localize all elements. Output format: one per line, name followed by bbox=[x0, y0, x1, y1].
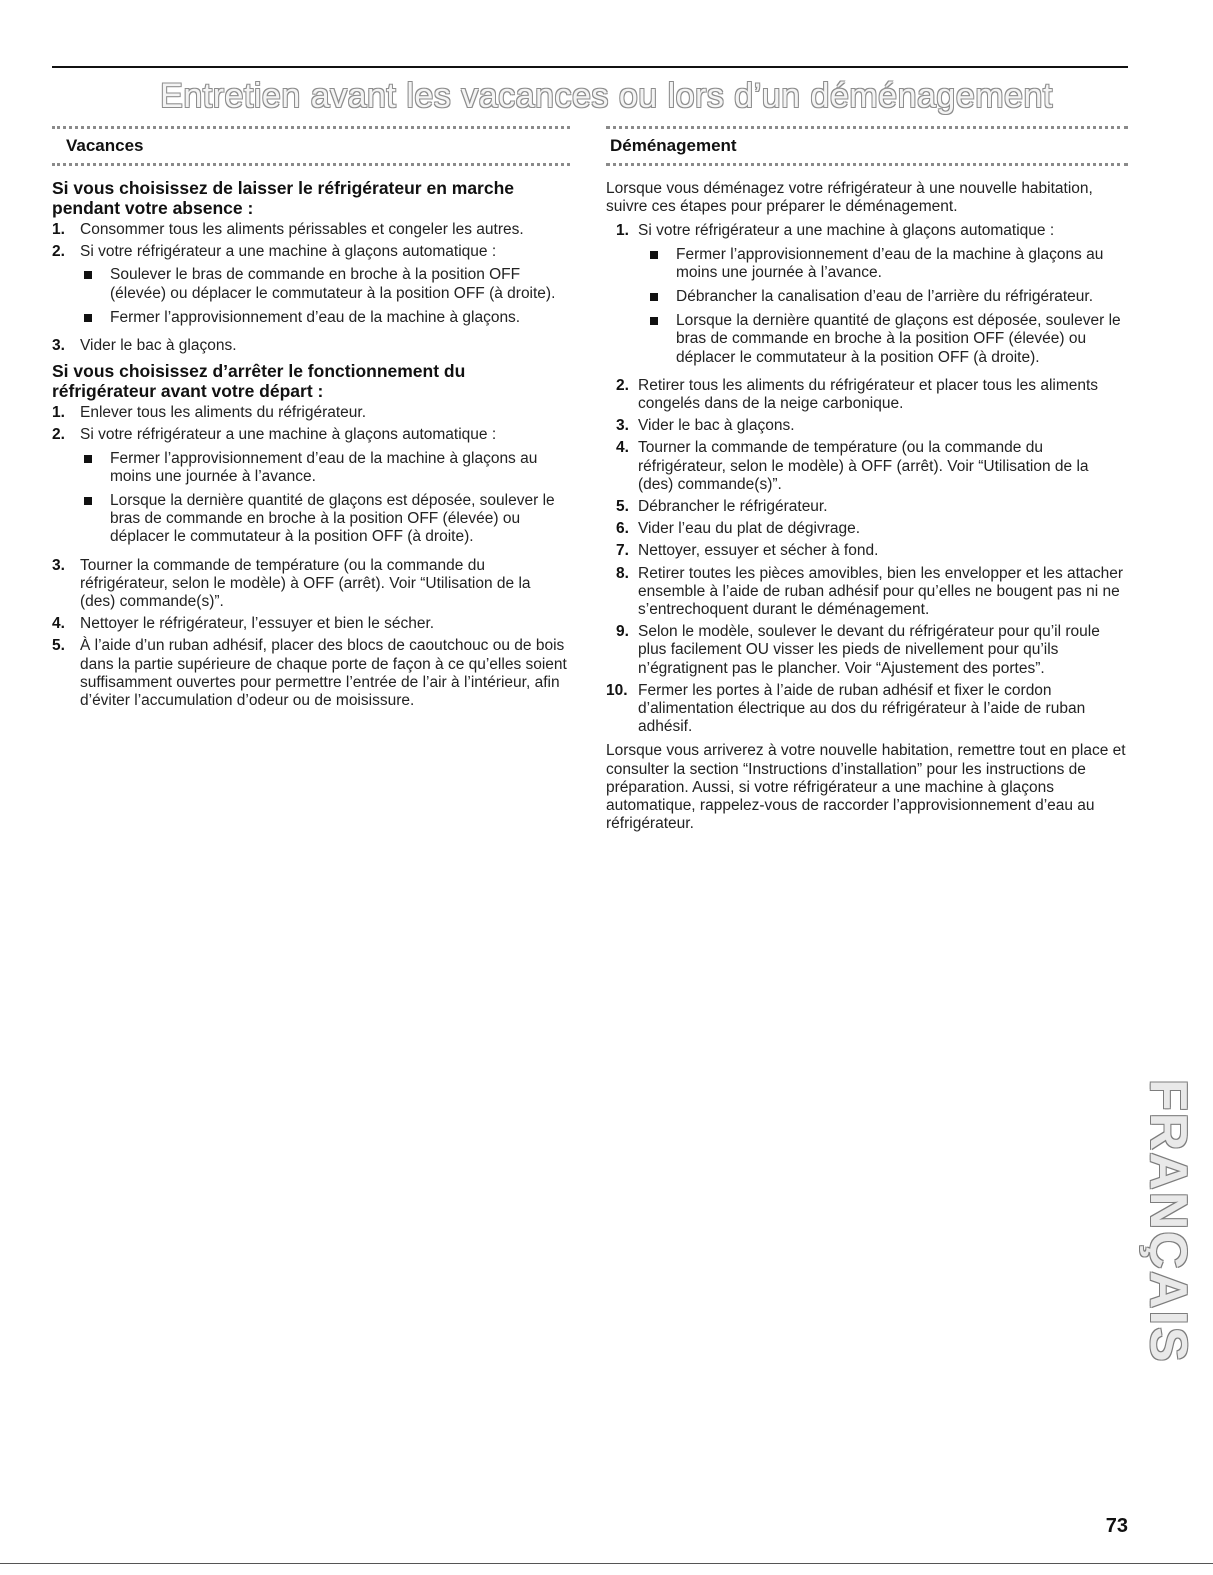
list-item bbox=[52, 243, 570, 333]
square-bullet-icon bbox=[80, 450, 110, 486]
step-number: 2. bbox=[616, 376, 629, 394]
step-number: 5. bbox=[52, 637, 65, 655]
bullet-text: Débrancher la canalisation d’eau de l’arrière du réfrigérateur. bbox=[676, 288, 1094, 306]
bullet-item bbox=[646, 312, 1128, 367]
step-text: À l’aide d’un ruban adhésif, placer des blocs de caoutchouc ou de bois dans la partie supérieure de chaque porte de façon à ce qu’elles soient suffisamment ouvertes pour permettre l’entrée de l’air à l’intérieur, afin d’éviter l’accumulation d’odeur ou de moisissure. bbox=[80, 637, 567, 710]
bullet-item bbox=[80, 309, 570, 327]
bullet-text: Soulever le bras de commande en broche à la position OFF (élevée) ou déplacer le commutateur à la position OFF (à droite). bbox=[110, 266, 556, 302]
page-number: 73 bbox=[1105, 1515, 1128, 1537]
step-number: 1. bbox=[52, 221, 65, 238]
list-item bbox=[616, 520, 1128, 538]
step-text: Retirer toutes les pièces amovibles, bien les envelopper et les attacher ensemble à l’aide de ruban adhésif pour qu’elles ne bougent pas ni ne s’entrechoquent durant le déménagement. bbox=[638, 564, 1124, 619]
step-number: 3. bbox=[52, 556, 65, 574]
list-item bbox=[616, 222, 1128, 372]
bullet-text: Fermer l’approvisionnement d’eau de la machine à glaçons au moins une journée à l’avance. bbox=[110, 449, 538, 485]
list-item bbox=[606, 682, 1128, 737]
step-text: Fermer les portes à l’aide de ruban adhésif et fixer le cordon d’alimentation électrique au dos du réfrigérateur à l’aide de ruban adhésif. bbox=[638, 681, 1086, 736]
step-number: 1. bbox=[52, 404, 65, 422]
square-bullet-icon bbox=[646, 246, 676, 282]
closing-paragraph: Lorsque vous arriverez à votre nouvelle habitation, remettre tout en place et consulter la section “Instructions d’installation” pour les instructions de préparation. Aussi, si votre réfrigérateur a une machine à glaçons automatique, rappelez-vous de raccorder l’approvisionnement d’eau au réfrigérateur. bbox=[606, 742, 1126, 833]
vacances-column bbox=[52, 126, 570, 714]
square-bullet-icon bbox=[646, 312, 676, 367]
step-text: Enlever tous les aliments du réfrigérateur. bbox=[80, 404, 367, 422]
step-number: 4. bbox=[52, 615, 65, 633]
step-number: 7. bbox=[616, 542, 629, 560]
bullet-item bbox=[80, 266, 570, 302]
demenagement-column bbox=[606, 126, 1128, 834]
step-text: Selon le modèle, soulever le devant du réfrigérateur pour qu’il roule plus facilement OU visser les pieds de nivellement pour qu’ils n’égratignent pas le plancher. Voir “Ajustement des portes”. bbox=[638, 623, 1100, 677]
step-text: Si votre réfrigérateur a une machine à glaçons automatique : bbox=[80, 243, 497, 261]
section-label-demenagement: Déménagement bbox=[606, 126, 1128, 166]
square-bullet-icon bbox=[80, 266, 110, 302]
bullet-item bbox=[80, 492, 570, 547]
list-item bbox=[52, 557, 570, 612]
step-text: Consommer tous les aliments périssables et congeler les autres. bbox=[80, 221, 524, 238]
bullet-item bbox=[646, 246, 1128, 282]
step-text: Vider l’eau du plat de dégivrage. bbox=[638, 520, 861, 538]
step-text: Si votre réfrigérateur a une machine à glaçons automatique : bbox=[80, 426, 497, 444]
step-text: Débrancher le réfrigérateur. bbox=[638, 498, 828, 516]
step-text: Si votre réfrigérateur a une machine à glaçons automatique : bbox=[638, 222, 1055, 240]
step-number: 9. bbox=[616, 623, 629, 641]
language-side-tab: FRANÇAIS bbox=[1139, 1079, 1197, 1364]
step-number: 1. bbox=[616, 222, 629, 240]
step-number: 3. bbox=[52, 337, 65, 355]
list-item bbox=[616, 439, 1128, 494]
list-item bbox=[616, 542, 1128, 560]
intro-paragraph: Lorsque vous déménagez votre réfrigérateur à une nouvelle habitation, suivre ces étapes pour préparer le déménagement. bbox=[606, 180, 1093, 216]
bullet-item bbox=[646, 288, 1128, 306]
step-number: 4. bbox=[616, 439, 629, 457]
square-bullet-icon bbox=[80, 492, 110, 547]
list-item bbox=[616, 623, 1128, 678]
bullet-text: Lorsque la dernière quantité de glaçons est déposée, soulever le bras de commande en broche à la position OFF (élevée) ou déplacer le commutateur à la position OFF (à droite). bbox=[676, 312, 1121, 366]
step-number: 2. bbox=[52, 426, 65, 444]
step-text: Retirer tous les aliments du réfrigérateur et placer tous les aliments congelés dans de la neige carbonique. bbox=[638, 376, 1099, 413]
step-number: 10. bbox=[606, 681, 628, 699]
list-item bbox=[52, 426, 570, 552]
heading-leave-running: Si vous choisissez de laisser le réfrigérateur en marche pendant votre absence : bbox=[52, 178, 515, 218]
bullet-text: Fermer l’approvisionnement d’eau de la machine à glaçons au moins une journée à l’avance. bbox=[676, 245, 1104, 281]
section-label-vacances: Vacances bbox=[52, 126, 570, 166]
list-item bbox=[616, 377, 1128, 413]
step-text: Tourner la commande de température (ou la commande du réfrigérateur, selon le modèle) à OFF (arrêt). Voir “Utilisation de la (des) commande(s)”. bbox=[638, 439, 1089, 493]
bullet-text: Fermer l’approvisionnement d’eau de la machine à glaçons. bbox=[110, 308, 521, 326]
list-item bbox=[52, 637, 570, 710]
list-item bbox=[616, 565, 1128, 620]
step-number: 3. bbox=[616, 417, 629, 435]
heading-turn-off: Si vous choisissez d’arrêter le fonctionnement du réfrigérateur avant votre départ : bbox=[52, 361, 466, 402]
square-bullet-icon bbox=[646, 288, 676, 306]
square-bullet-icon bbox=[80, 309, 110, 327]
step-number: 2. bbox=[52, 243, 65, 261]
top-rule bbox=[52, 66, 1128, 68]
bottom-rule bbox=[0, 1563, 1213, 1564]
list-item bbox=[616, 417, 1128, 435]
step-text: Tourner la commande de température (ou la commande du réfrigérateur, selon le modèle) à OFF (arrêt). Voir “Utilisation de la (des) commande(s)”. bbox=[80, 556, 531, 611]
list-item bbox=[52, 221, 570, 239]
bullet-item bbox=[80, 450, 570, 486]
list-item bbox=[52, 615, 570, 633]
list-item bbox=[52, 337, 570, 355]
step-text: Nettoyer, essuyer et sécher à fond. bbox=[638, 542, 879, 560]
step-number: 8. bbox=[616, 564, 629, 582]
list-item bbox=[616, 498, 1128, 516]
step-number: 6. bbox=[616, 520, 629, 538]
list-item bbox=[52, 404, 570, 422]
step-text: Vider le bac à glaçons. bbox=[80, 337, 237, 355]
step-number: 5. bbox=[616, 498, 629, 516]
bullet-text: Lorsque la dernière quantité de glaçons est déposée, soulever le bras de commande en broche à la position OFF (élevée) ou déplacer le commutateur à la position OFF (à droite). bbox=[110, 492, 555, 546]
step-text: Nettoyer le réfrigérateur, l’essuyer et bien le sécher. bbox=[80, 615, 435, 633]
page-title: Entretien avant les vacances ou lors d’un déménagement bbox=[160, 77, 1053, 115]
step-text: Vider le bac à glaçons. bbox=[638, 417, 795, 435]
